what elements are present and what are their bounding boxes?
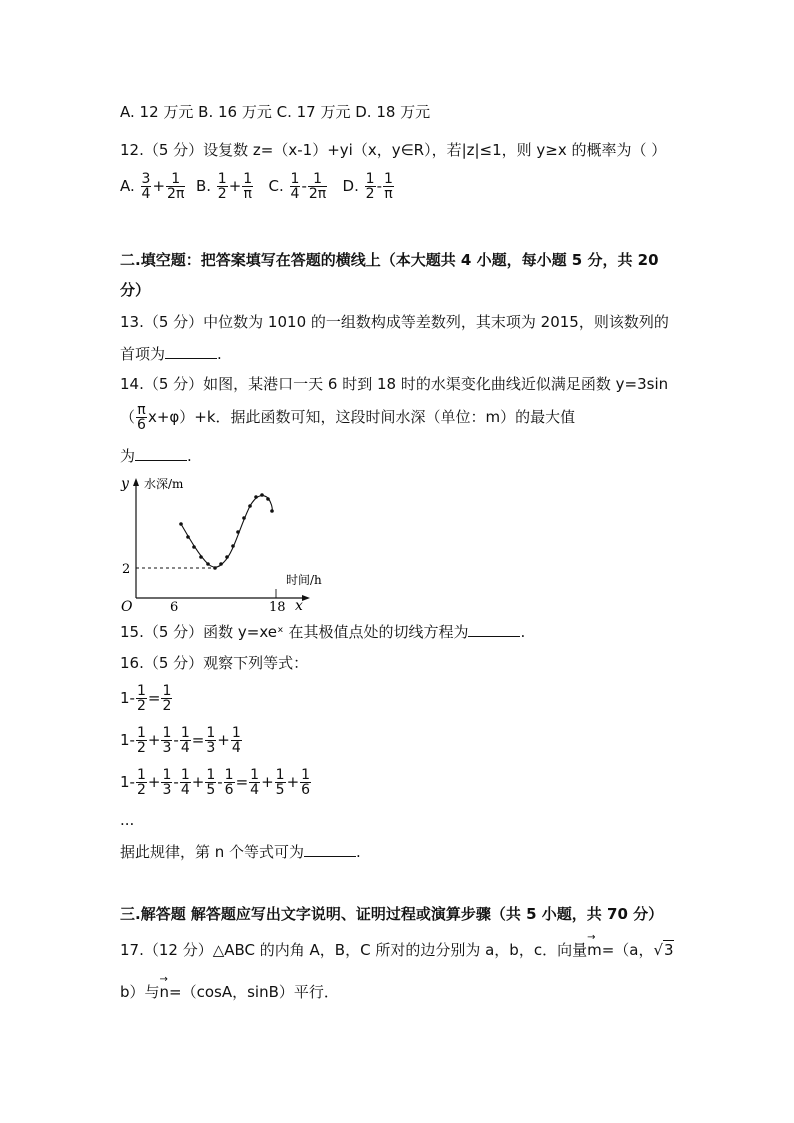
- q14-line1: 14.（5 分）如图，某港口一天 6 时到 18 时的水渠变化曲线近似满足函数 y=3sin: [120, 375, 669, 393]
- answer-blank: [135, 446, 187, 461]
- fraction: $\frac{1}{4}$: [290, 171, 300, 202]
- q14-line2: （ $\frac{\pi}{6}$ x+φ）+k．据此函数可知，这段时间水深（单位：m）的最大值: [120, 402, 576, 433]
- curve-points: [179, 493, 274, 570]
- fraction: $\frac{\pi}{6}$: [137, 402, 146, 433]
- vector-m: → m: [587, 939, 602, 961]
- q12-stem: 12.（5 分）设复数 z=（x-1）+yi（x，y∈R），若|z|≤1，则 y≥x 的概率为（ ）: [120, 141, 667, 159]
- fraction: $\frac{3}{4}$: [141, 171, 151, 202]
- q13-line2: 首项为 .: [120, 345, 222, 363]
- fraction: $\frac{1}{2}$: [217, 171, 227, 202]
- y-axis-label: y: [121, 476, 129, 492]
- q16-conclusion: 据此规律，第 n 个等式可为 .: [120, 843, 361, 861]
- q12-option-b-label: B.: [195, 177, 211, 195]
- x-tick-18: 18: [269, 600, 286, 615]
- x-axis-label: x: [295, 598, 303, 614]
- fraction: $\frac{1}{2}$: [365, 171, 375, 202]
- q13-line1: 13.（5 分）中位数为 1010 的一组数构成等差数列，其末项为 2015，则该数列的: [120, 313, 669, 331]
- section2-title-cont: 分）: [120, 281, 151, 299]
- q12-option-d-label: D.: [342, 177, 359, 195]
- ellipsis: ...: [120, 811, 135, 829]
- q14-line3: 为 .: [120, 447, 192, 465]
- origin-label: O: [121, 599, 133, 615]
- q16-stem: 16.（5 分）观察下列等式：: [120, 654, 309, 672]
- x-axis-unit: 时间/h: [286, 573, 322, 587]
- section3-title: 三.解答题 解答题应写出文字说明、证明过程或演算步骤（共 5 小题，共 70 分）: [120, 905, 664, 923]
- vector-n: → n: [160, 981, 170, 1003]
- equation-row-1: 1- $\frac{1}{2}$ = $\frac{1}{2}$: [120, 683, 172, 714]
- q11-options: A. 12 万元 B. 16 万元 C. 17 万元 D. 18 万元: [120, 103, 431, 121]
- y-tick-2: 2: [122, 562, 131, 577]
- y-axis-arrow: [133, 478, 139, 486]
- fraction: $\frac{1}{2\pi}$: [167, 171, 185, 202]
- q17-line1: 17.（12 分）△ABC 的内角 A，B，C 所对的边分别为 a，b，c．向量→ m=（a，√3: [120, 939, 674, 961]
- equation-row-2: 1- $\frac{1}{2}$ + $\frac{1}{3}$ - $\frac{1}{4}$ = $\frac{1}{3}$ + $\frac{1}{4}$: [120, 725, 241, 756]
- water-depth-graph: [118, 474, 322, 616]
- x-tick-6: 6: [170, 600, 179, 615]
- y-axis-unit: 水深/m: [144, 477, 184, 491]
- q12-options: A. $\frac{3}{4}$ + $\frac{1}{2\pi}$ B. $\frac{1}{2}$ + $\frac{1}{\pi}$ C. $\frac{1}{4}$ - $\frac{1}{2\pi}$ D. $\frac{1}{2}$ - $\frac{1}{\pi}$: [120, 171, 393, 202]
- equation-row-3: 1- $\frac{1}{2}$ + $\frac{1}{3}$ - $\frac{1}{4}$ + $\frac{1}{5}$ - $\frac{1}{6}$ = $\frac{1}{4}$ + $\frac{1}{5}$ + $\frac{1}{6}$: [120, 767, 311, 798]
- answer-blank: [304, 842, 356, 857]
- answer-blank: [468, 622, 520, 637]
- fraction: $\frac{1}{\pi}$: [384, 171, 393, 202]
- q17-line2: b）与→ n=（cosA，sinB）平行．: [120, 981, 339, 1003]
- fraction: $\frac{1}{\pi}$: [243, 171, 253, 202]
- answer-blank: [165, 344, 217, 359]
- q12-option-a-label: A.: [120, 177, 135, 195]
- x-axis-arrow: [302, 595, 310, 601]
- q12-option-c-label: C.: [268, 177, 284, 195]
- fraction: $\frac{1}{2\pi}$: [308, 171, 327, 202]
- q15: 15.（5 分）函数 y=xeˣ 在其极值点处的切线方程为 .: [120, 623, 526, 641]
- section2-title: 二.填空题：把答案填写在答题的横线上（本大题共 4 小题，每小题 5 分，共 20: [120, 251, 659, 269]
